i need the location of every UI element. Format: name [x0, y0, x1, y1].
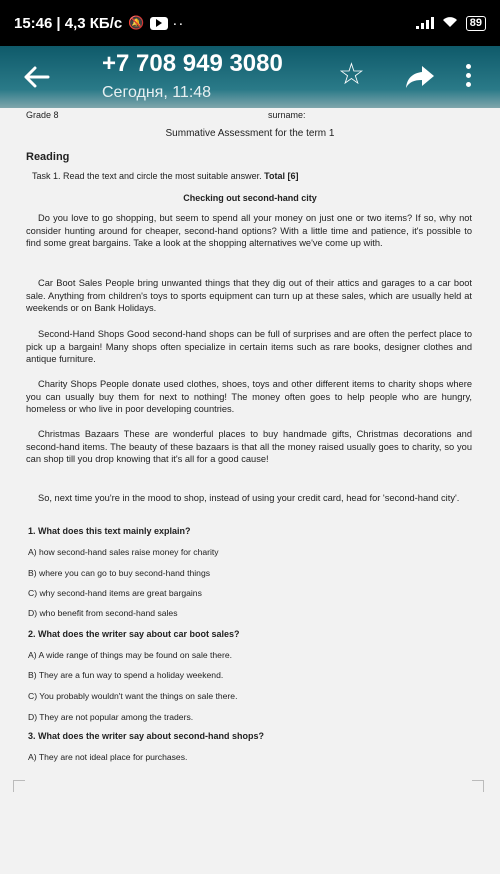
- answer-option: D) who benefit from second-hand sales: [28, 608, 178, 618]
- paragraph: So, next time you're in the mood to shop, instead of using your credit card, head for 'second-hand city'.: [38, 493, 460, 503]
- answer-option: B) where you can go to buy second-hand things: [28, 568, 211, 578]
- text-title: Checking out second-hand city: [183, 193, 317, 203]
- answer-option: D) They are not popular among the traders.: [28, 712, 194, 722]
- status-bar: [0, 0, 500, 46]
- paragraph: Christmas Bazaars These are wonderful places to buy handmade gifts, Christmas decorations and second-hand items. The beauty of these bazaars is that all the money raised usually goes to charity, so you can shop till you drop knowing that it's all for a good cause!: [26, 429, 472, 464]
- answer-option: B) They are a fun way to spend a holiday weekend.: [28, 670, 224, 680]
- sender-phone: +7 708 949 3080: [102, 50, 283, 77]
- answer-option: C) You probably wouldn't want the things on sale there.: [28, 691, 238, 701]
- question: 1. What does this text mainly explain?: [28, 526, 191, 536]
- document-image: [0, 108, 500, 874]
- youtube-icon: [150, 17, 168, 30]
- answer-option: C) why second-hand items are great bargains: [28, 588, 202, 598]
- paragraph: Car Boot Sales People bring unwanted things that they dig out of their attics and garages to a car boot sale. Anything from children's toys to sports equipment can turn up at these sales, which are usually held at weekends or on Bank Holidays.: [26, 278, 472, 313]
- question: 2. What does the writer say about car boot sales?: [28, 629, 240, 639]
- wifi-icon: [442, 15, 458, 31]
- battery-indicator: 89: [466, 16, 486, 31]
- task-instruction: [32, 171, 298, 181]
- surname-label: surname:: [268, 110, 306, 120]
- share-icon[interactable]: [404, 64, 436, 90]
- paragraph: Do you love to go shopping, but seem to spend all your money on just one or two items? If so, why not consider hunting around for cheaper, second-hand options? With a little time and patience, it's possible to find some great bargains. Take a look at the shopping alternatives we've come up with.: [26, 213, 472, 248]
- back-arrow-icon[interactable]: [24, 66, 50, 88]
- assessment-title: Summative Assessment for the term 1: [165, 128, 335, 139]
- answer-option: A) They are not ideal place for purchases.: [28, 752, 188, 762]
- question: 3. What does the writer say about second-hand shops?: [28, 731, 265, 741]
- page-corner-mark: [472, 780, 484, 792]
- more-notifications-icon: ··: [172, 14, 185, 32]
- star-icon[interactable]: ☆: [338, 58, 365, 91]
- more-options-icon[interactable]: [466, 64, 472, 90]
- status-time: 15:46: [14, 14, 53, 32]
- section-heading: Reading: [26, 151, 70, 163]
- page-corner-mark: [13, 780, 25, 792]
- muted-bell-icon: 🔕: [128, 15, 145, 30]
- task-text: Task 1. Read the text and circle the most suitable answer.: [32, 171, 262, 181]
- task-total: Total [6]: [264, 171, 299, 181]
- sent-date: Сегодня, 11:48: [102, 84, 212, 101]
- message-header: [0, 46, 500, 108]
- paragraph: Charity Shops People donate used clothes, shoes, toys and other different items to charity shops where you can usually buy them for next to nothing! The money often goes to help people who are hungry, homeless or who live in poor developing countries.: [26, 379, 472, 414]
- answer-option: A) how second-hand sales raise money for charity: [28, 547, 219, 557]
- status-network-speed: | 4,3 КБ/с: [56, 14, 123, 32]
- grade-label: Grade 8: [26, 110, 59, 120]
- signal-icon: [416, 17, 434, 29]
- answer-option: A) A wide range of things may be found on sale there.: [28, 650, 232, 660]
- paragraph: Second-Hand Shops Good second-hand shops can be full of surprises and are often the perfect place to pick up a bargain! Many shops often specialize in certain items such as rare books, designer clothes and antique furniture.: [26, 329, 472, 364]
